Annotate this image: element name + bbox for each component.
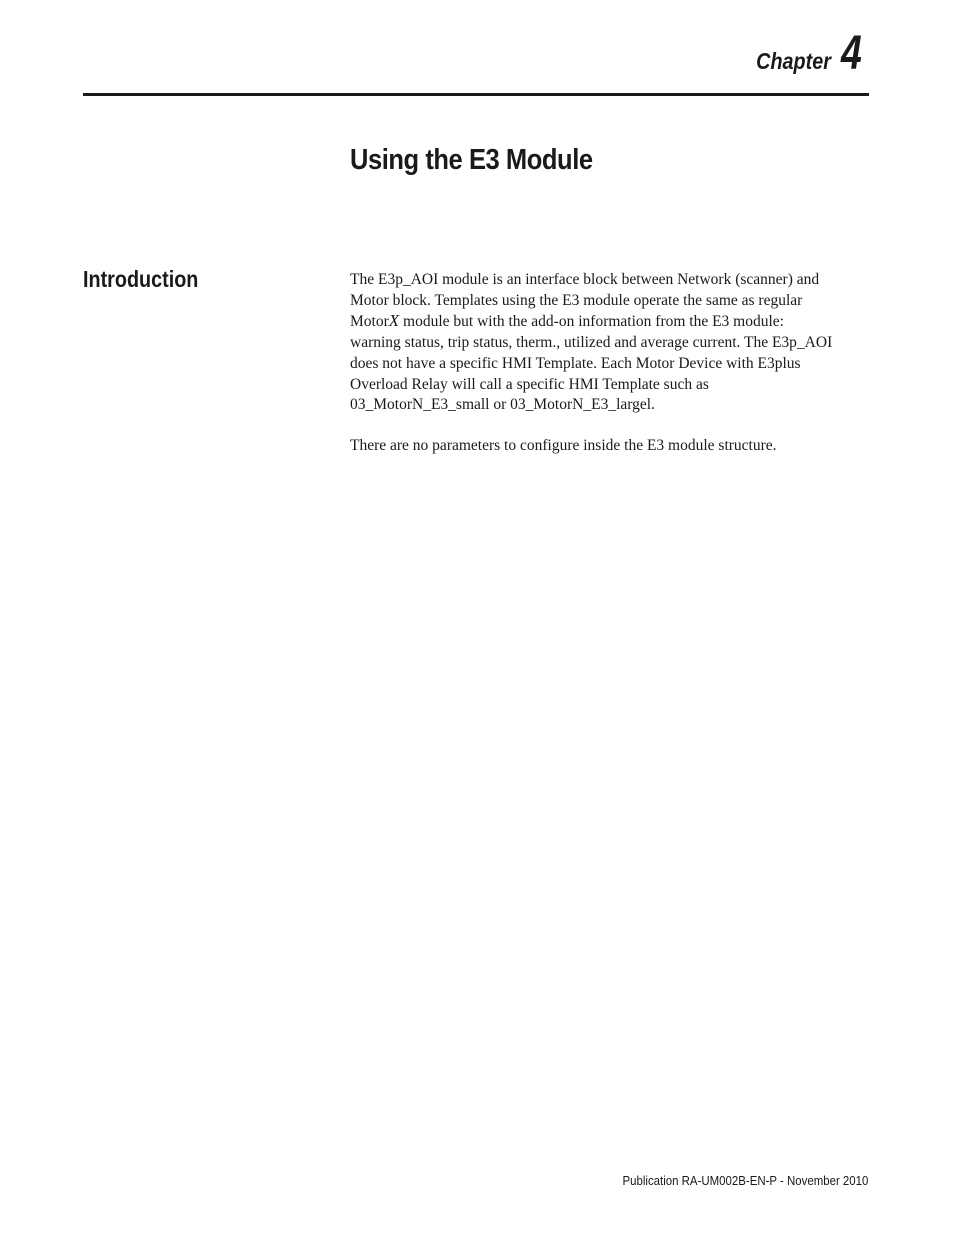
- paragraph-line: does not have a specific HMI Template. Each Motor Device with E3plus: [350, 354, 801, 372]
- paragraph-line: warning status, trip status, therm., utilized and average current. The E3p_AOI: [350, 334, 833, 352]
- motor-x-italic: X: [388, 311, 400, 331]
- motor-text: Motor: [350, 313, 389, 331]
- module-text: module but with the add-on information from the E3 module:: [399, 313, 784, 331]
- paragraph-line: The E3p_AOI module is an interface block between Network (scanner) and: [350, 271, 820, 288]
- header-rule: [83, 93, 869, 96]
- paragraph-line: Motor block. Templates using the E3 module operate the same as regular: [350, 291, 803, 309]
- paragraph-line: Overload Relay will call a specific HMI Template such as: [350, 375, 709, 393]
- introduction-paragraph-2: There are no parameters to configure inside the E3 module structure.: [350, 436, 777, 454]
- chapter-number: 4: [841, 27, 863, 80]
- publication-footer: Publication RA-UM002B-EN-P - November 2010: [622, 1173, 868, 1188]
- paragraph-line: 03_MotorN_E3_small or 03_MotorN_E3_largel.: [350, 396, 655, 414]
- chapter-label: Chapter: [756, 48, 832, 74]
- paragraph-line: [350, 311, 870, 333]
- introduction-paragraph-1: [350, 270, 870, 416]
- chapter-title: Using the E3 Module: [350, 144, 593, 176]
- section-heading-introduction: Introduction: [83, 266, 199, 292]
- introduction-body: [350, 270, 870, 477]
- chapter-header: [744, 27, 868, 80]
